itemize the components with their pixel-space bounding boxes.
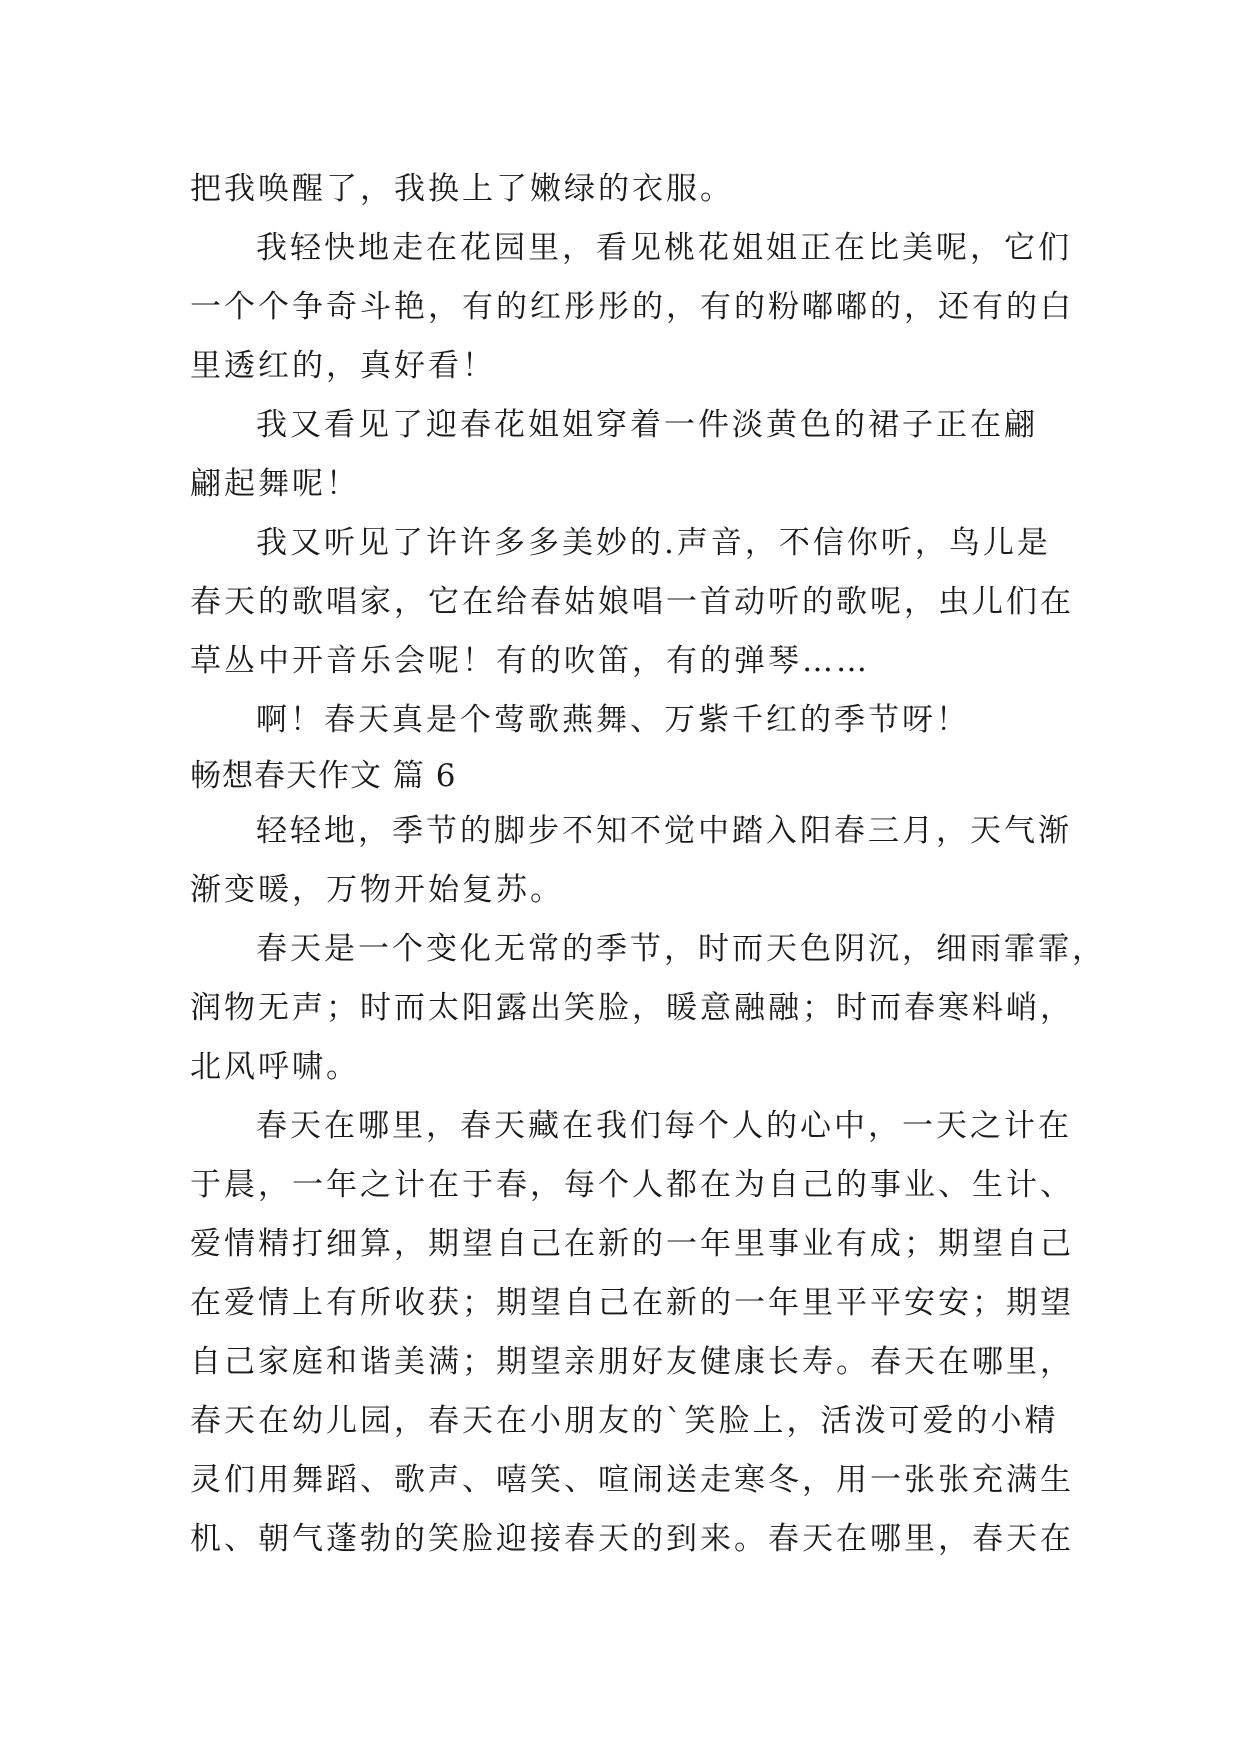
paragraph: [190, 160, 1054, 219]
section-heading: [190, 750, 1054, 802]
text-line: 自己家庭和谐美满；期望亲朋好友健康长寿。春天在哪里，: [190, 1344, 1074, 1380]
text-line: 一个个争奇斗艳，有的红彤彤的，有的粉嘟嘟的，还有的白: [190, 289, 1074, 325]
text-line: 翩起舞呢！: [190, 466, 360, 502]
text-line: 渐变暖，万物开始复苏。: [190, 872, 564, 908]
paragraph: [190, 691, 1054, 750]
paragraph: [190, 920, 1106, 1097]
paragraph: [190, 514, 1074, 691]
text-line: 里透红的，真好看！: [190, 348, 496, 384]
paragraph: [190, 1097, 1074, 1569]
text-line: 我又听见了许许多多美妙的.声音，不信你听，鸟儿是: [256, 525, 1051, 561]
text-line: 春天在哪里，春天藏在我们每个人的心中，一天之计在: [256, 1108, 1072, 1144]
text-line: 润物无声；时而太阳露出笑脸，暖意融融；时而春寒料峭，: [190, 990, 1074, 1026]
text-line: 我又看见了迎春花姐姐穿着一件淡黄色的裙子正在翩: [256, 407, 1038, 443]
text-line: 把我唤醒了，我换上了嫩绿的衣服。: [190, 171, 734, 207]
paragraph: [190, 802, 1072, 920]
text-line: 春天在幼儿园，春天在小朋友的`笑脸上，活泼可爱的小精: [190, 1403, 1059, 1439]
text-line: 草丛中开音乐会呢！有的吹笛，有的弹琴……: [190, 643, 870, 679]
text-line: 在爱情上有所收获；期望自己在新的一年里平平安安；期望: [190, 1285, 1074, 1321]
text-line: 啊！春天真是个莺歌燕舞、万紫千红的季节呀！: [256, 702, 970, 738]
text-line: 于晨，一年之计在于春，每个人都在为自己的事业、生计、: [190, 1167, 1074, 1203]
text-line: 机、朝气蓬勃的笑脸迎接春天的到来。春天在哪里，春天在: [190, 1521, 1074, 1557]
text-line: 轻轻地，季节的脚步不知不觉中踏入阳春三月，天气渐: [256, 813, 1072, 849]
text-line: 爱情精打细算，期望自己在新的一年里事业有成；期望自己: [190, 1226, 1074, 1262]
text-line: 北风呼啸。: [190, 1049, 360, 1085]
text-line: 灵们用舞蹈、歌声、嘻笑、喧闹送走寒冬，用一张张充满生: [190, 1462, 1074, 1498]
text-line: 春天的歌唱家，它在给春姑娘唱一首动听的歌呢，虫儿们在: [190, 584, 1074, 620]
heading-text: 畅想春天作文 篇 6: [190, 758, 457, 794]
paragraph: [190, 219, 1074, 396]
text-line: 春天是一个变化无常的季节，时而天色阴沉，细雨霏霏，: [256, 931, 1106, 967]
paragraph: [190, 396, 1054, 514]
document-body: [190, 160, 1106, 1569]
text-line: 我轻快地走在花园里，看见桃花姐姐正在比美呢，它们: [256, 230, 1072, 266]
